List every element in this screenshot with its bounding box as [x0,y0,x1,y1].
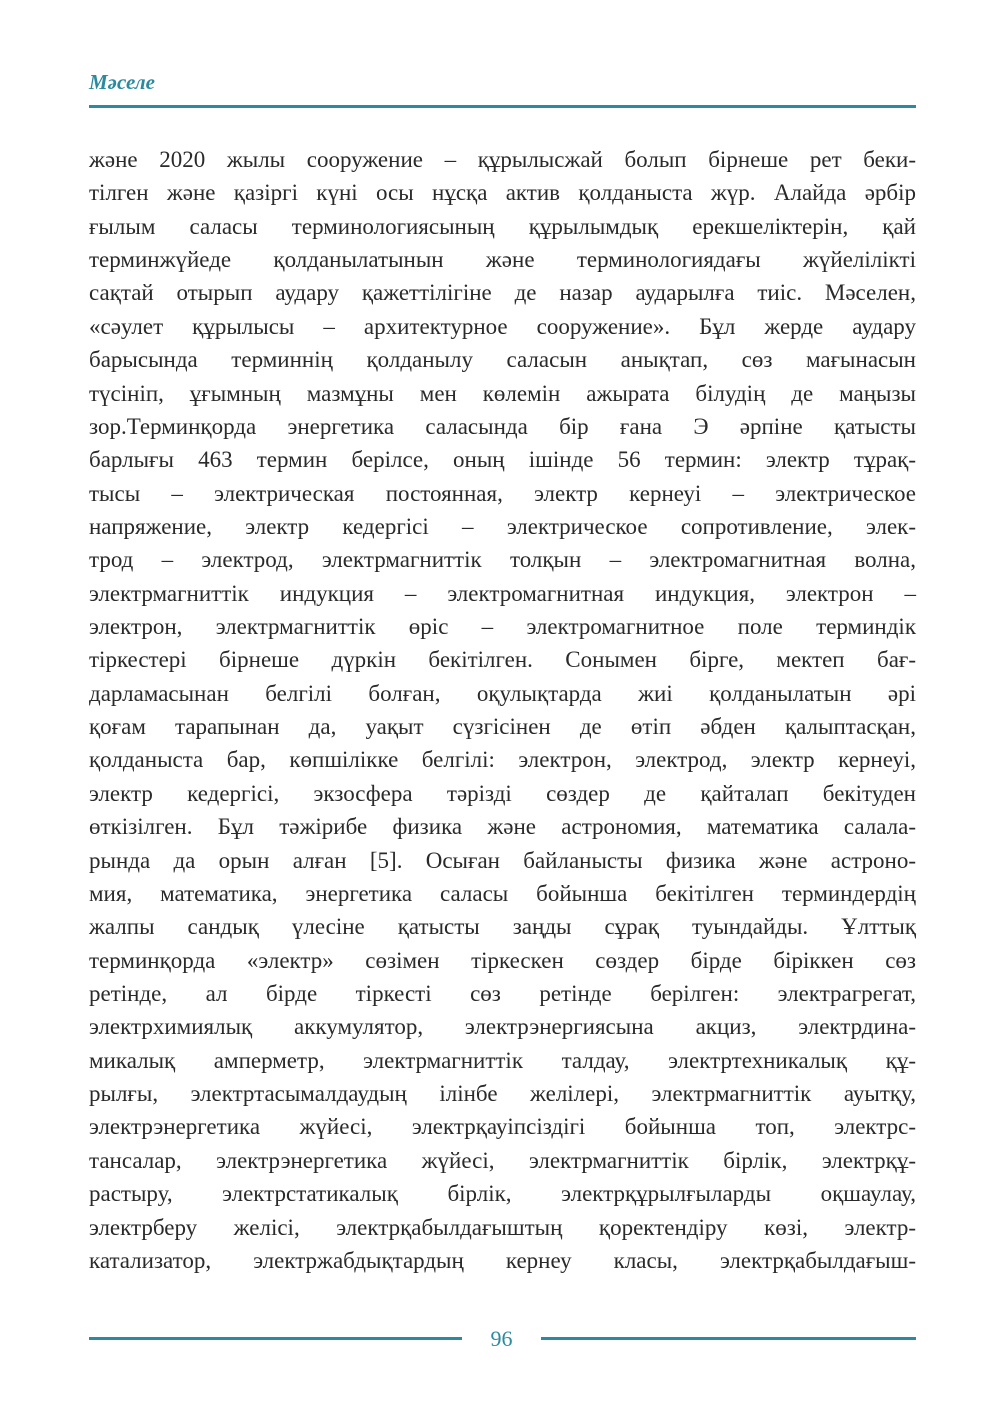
text-line: катализатор, электржабдықтардың кернеу класы, электрқабылдағыш- [89,1247,916,1273]
text-line: рылғы, электртасымалдаудың ілінбе желілері, электрмагниттік ауытқу, [89,1081,916,1107]
section-title: Мәселе [89,70,155,94]
text-line: сақтай отырып аудару қажеттілігіне де назар аударылғa тиіс. Мәселен, [89,280,916,306]
text-line: напряжение, электр кедергісі – электрическое сопротивление, элек- [89,513,916,539]
page-number: 96 [490,1326,513,1351]
text-line: жалпы сандық үлесіне қатысты заңды сұрақ туындайды. Ұлттық [89,914,916,940]
text-line: ғылым саласы терминологиясының құрылымдық ерекшеліктерін, қай [89,213,916,239]
text-line: растыру, электрстатикалық бірлік, электрқұрылғыларды оқшаулау, [89,1181,916,1207]
text-line: электрхимиялық аккумулятор, электрэнергиясына акциз, электрдина- [89,1014,916,1040]
text-line: электрэнергетика жүйесі, электрқауіпсіздігі бойынша топ, электрс- [89,1114,916,1140]
text-line: және 2020 жылы сооружение – құрылысжай болып бірнеше рет беки- [89,147,916,172]
text-line: тілген және қазіргі күні осы нұсқа актив қолданыста жүр. Алайда әрбір [89,180,916,206]
text-line: электрберу желісі, электрқабылдағыштың қоректендіру көзі, электр- [89,1214,916,1240]
footer-divider-right [541,1337,916,1340]
text-line: тысы – электрическая постоянная, электр кернеуі – электрическое [89,480,916,506]
text-line: трод – электрод, электрмагниттік толқын – электромагнитная волна, [89,547,916,573]
text-line: қолданыста бар, көпшілікке белгілі: электрон, электрод, электр кернеуі, [89,747,916,773]
footer-divider-left [89,1337,462,1340]
text-line: электрмагниттік индукция – электромагнитная индукция, электрон – [89,580,916,606]
text-line: терминқорда «электр» сөзімен тіркескен сөздер бірде біріккен сөз [89,947,916,973]
text-line: зор.Терминқорда энергетика саласында бір ғана Э әрпіне қатысты [89,413,916,439]
text-line: электрон, электрмагниттік өріс – электромагнитное поле терминдік [89,614,916,640]
body-text [89,143,916,1277]
text-line: барысында терминнің қолданылу саласын анықтап, сөз мағынасын [89,347,916,373]
text-line: микалық амперметр, электрмагниттік талдау, электртехникалық құ- [89,1047,916,1073]
text-line: терминжүйеде қолданылатынын және терминологиядағы жүйелілікті [89,247,916,273]
text-line: қоғам тарапынан да, уақыт сүзгісінен де өтіп әбден қалыптасқан, [89,714,916,740]
text-line: барлығы 463 термин берілсе, оның ішінде 56 термин: электр тұрақ- [89,447,916,473]
header-divider [89,105,916,108]
text-line: электр кедергісі, экзосфера тәрізді сөздер де қайталап бекітуден [89,780,916,806]
text-line: дарламасынан белгілі болған, оқулықтарда жиі қолданылатын әрі [89,680,916,706]
text-line: рында да орын алған [5]. Осыған байланысты физика және астроно- [89,847,916,873]
text-line: түсініп, ұғымның мазмұны мен көлемін ажырата білудің де маңызы [89,380,916,406]
text-line: тіркестері бірнеше дүркін бекітілген. Сонымен бірге, мектеп бағ- [89,647,916,673]
text-line: ретінде, ал бірде тіркесті сөз ретінде берілген: электрагрегат, [89,980,916,1006]
text-line: өткізілген. Бұл тәжірибе физика және астрономия, математика салала- [89,814,916,840]
text-line: мия, математика, энергетика саласы бойынша бекітілген терминдердің [89,880,916,906]
text-line: тансалар, электрэнергетика жүйесі, электрмагниттік бірлік, электрқұ- [89,1147,916,1173]
text-line: «сәулет құрылысы – архитектурное сооружение». Бұл жерде аудару [89,313,916,339]
